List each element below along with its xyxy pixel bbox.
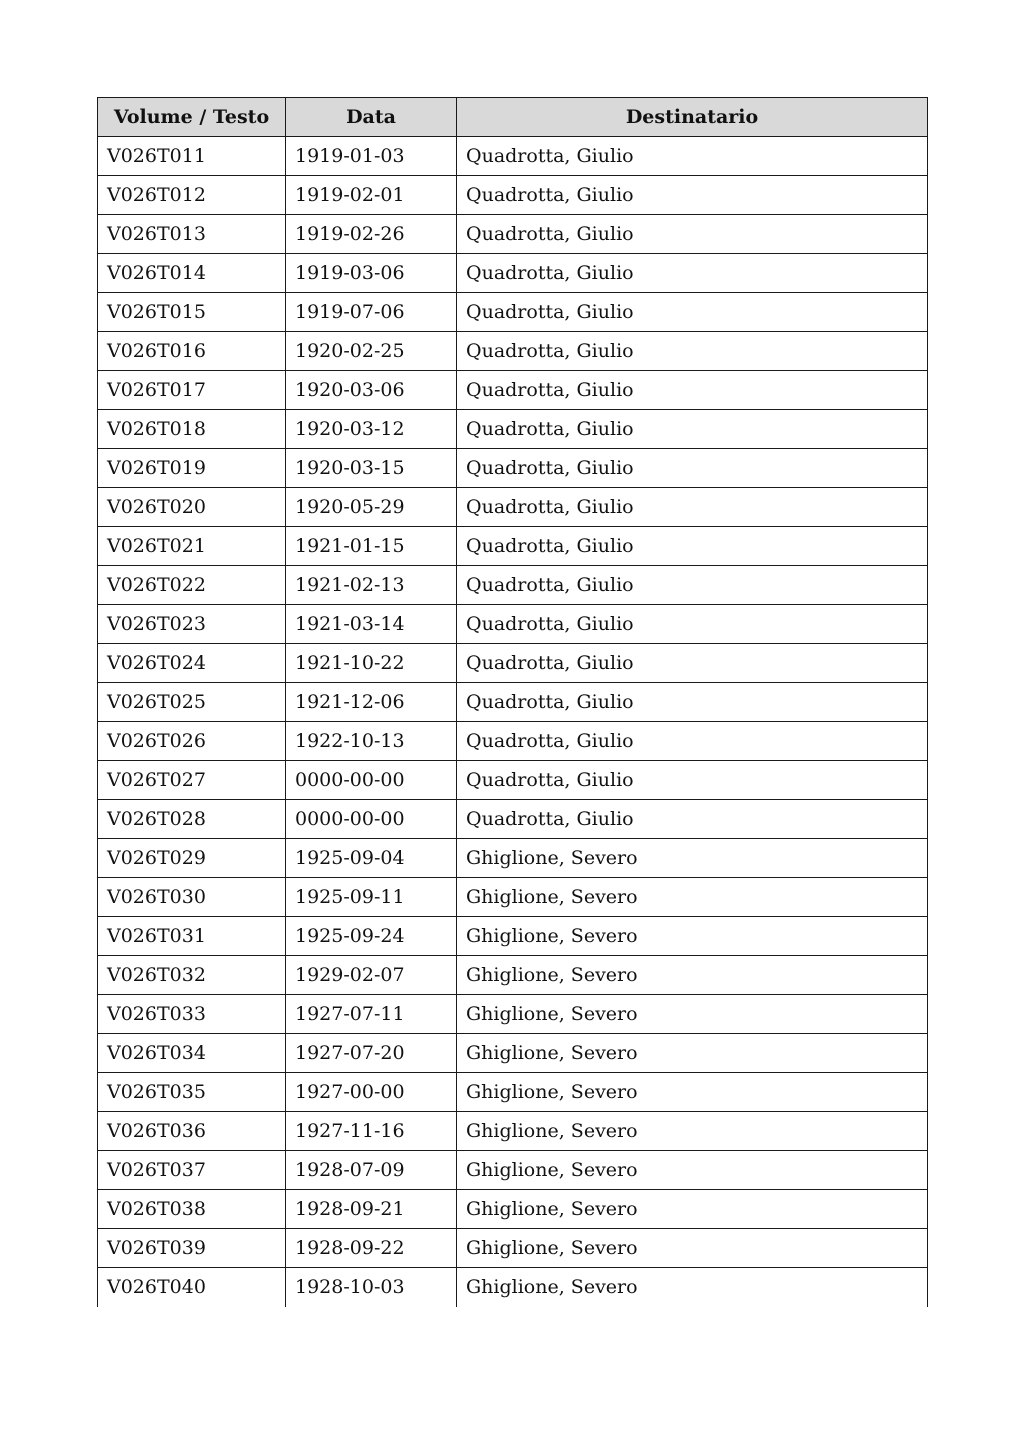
table-body [98,137,928,1307]
table-row [98,527,928,566]
table-row [98,566,928,605]
cell-volume: V026T030 [98,878,286,917]
cell-volume: V026T023 [98,605,286,644]
cell-date: 1928-09-22 [286,1229,457,1268]
cell-date: 1921-01-15 [286,527,457,566]
cell-recipient: Quadrotta, Giulio [457,332,928,371]
cell-volume: V026T035 [98,1073,286,1112]
cell-volume: V026T034 [98,1034,286,1073]
table-row [98,449,928,488]
cell-recipient: Ghiglione, Severo [457,1190,928,1229]
table-row [98,839,928,878]
cell-volume: V026T024 [98,644,286,683]
table-row [98,137,928,176]
cell-recipient: Quadrotta, Giulio [457,293,928,332]
table-row [98,644,928,683]
cell-volume: V026T026 [98,722,286,761]
cell-recipient: Quadrotta, Giulio [457,410,928,449]
cell-recipient: Ghiglione, Severo [457,1112,928,1151]
cell-volume: V026T021 [98,527,286,566]
table-row [98,605,928,644]
cell-volume: V026T019 [98,449,286,488]
table-row [98,176,928,215]
header-volume: Volume / Testo [98,98,286,137]
header-recipient: Destinatario [457,98,928,137]
cell-date: 1920-05-29 [286,488,457,527]
cell-recipient: Quadrotta, Giulio [457,761,928,800]
cell-date: 1919-02-01 [286,176,457,215]
table-row [98,1151,928,1190]
table-header [98,98,928,137]
cell-recipient: Quadrotta, Giulio [457,137,928,176]
table-row [98,371,928,410]
cell-volume: V026T029 [98,839,286,878]
cell-volume: V026T018 [98,410,286,449]
cell-volume: V026T015 [98,293,286,332]
table-row [98,722,928,761]
cell-recipient: Quadrotta, Giulio [457,254,928,293]
cell-volume: V026T032 [98,956,286,995]
cell-recipient: Quadrotta, Giulio [457,449,928,488]
cell-recipient: Ghiglione, Severo [457,995,928,1034]
table-row [98,332,928,371]
cell-date: 1922-10-13 [286,722,457,761]
cell-date: 0000-00-00 [286,761,457,800]
header-date: Data [286,98,457,137]
cell-volume: V026T037 [98,1151,286,1190]
table-row [98,878,928,917]
cell-volume: V026T020 [98,488,286,527]
cell-recipient: Quadrotta, Giulio [457,722,928,761]
cell-volume: V026T039 [98,1229,286,1268]
cell-date: 1921-03-14 [286,605,457,644]
cell-date: 1925-09-11 [286,878,457,917]
cell-recipient: Ghiglione, Severo [457,1151,928,1190]
cell-date: 1927-07-20 [286,1034,457,1073]
cell-date: 1921-12-06 [286,683,457,722]
cell-date: 1927-11-16 [286,1112,457,1151]
cell-volume: V026T017 [98,371,286,410]
cell-volume: V026T025 [98,683,286,722]
table-row [98,761,928,800]
table-row [98,995,928,1034]
cell-recipient: Quadrotta, Giulio [457,176,928,215]
table-row [98,215,928,254]
cell-recipient: Quadrotta, Giulio [457,488,928,527]
table-row [98,1268,928,1307]
cell-recipient: Quadrotta, Giulio [457,800,928,839]
table-row [98,1112,928,1151]
cell-recipient: Quadrotta, Giulio [457,605,928,644]
cell-volume: V026T040 [98,1268,286,1307]
table-row [98,1229,928,1268]
cell-recipient: Ghiglione, Severo [457,1034,928,1073]
cell-date: 0000-00-00 [286,800,457,839]
table-row [98,488,928,527]
cell-date: 1928-07-09 [286,1151,457,1190]
table-row [98,683,928,722]
cell-volume: V026T028 [98,800,286,839]
cell-date: 1928-09-21 [286,1190,457,1229]
cell-volume: V026T016 [98,332,286,371]
cell-date: 1929-02-07 [286,956,457,995]
cell-date: 1920-02-25 [286,332,457,371]
cell-recipient: Quadrotta, Giulio [457,683,928,722]
cell-recipient: Ghiglione, Severo [457,839,928,878]
cell-recipient: Ghiglione, Severo [457,1229,928,1268]
cell-date: 1919-07-06 [286,293,457,332]
cell-recipient: Ghiglione, Severo [457,956,928,995]
cell-recipient: Ghiglione, Severo [457,1073,928,1112]
cell-recipient: Quadrotta, Giulio [457,644,928,683]
cell-recipient: Quadrotta, Giulio [457,215,928,254]
cell-date: 1920-03-06 [286,371,457,410]
cell-date: 1919-02-26 [286,215,457,254]
cell-volume: V026T013 [98,215,286,254]
cell-date: 1927-07-11 [286,995,457,1034]
cell-date: 1919-01-03 [286,137,457,176]
cell-volume: V026T014 [98,254,286,293]
cell-recipient: Quadrotta, Giulio [457,566,928,605]
cell-volume: V026T012 [98,176,286,215]
table-row [98,1034,928,1073]
cell-date: 1925-09-04 [286,839,457,878]
table-row [98,800,928,839]
cell-date: 1925-09-24 [286,917,457,956]
table-row [98,1190,928,1229]
table-row [98,254,928,293]
cell-volume: V026T011 [98,137,286,176]
cell-volume: V026T033 [98,995,286,1034]
cell-recipient: Ghiglione, Severo [457,1268,928,1307]
cell-date: 1919-03-06 [286,254,457,293]
table-row [98,956,928,995]
table-row [98,293,928,332]
cell-recipient: Quadrotta, Giulio [457,527,928,566]
cell-recipient: Ghiglione, Severo [457,917,928,956]
header-row [98,98,928,137]
table-row [98,917,928,956]
cell-volume: V026T038 [98,1190,286,1229]
cell-volume: V026T031 [98,917,286,956]
cell-volume: V026T027 [98,761,286,800]
cell-recipient: Quadrotta, Giulio [457,371,928,410]
letters-table [97,97,928,1307]
cell-date: 1927-00-00 [286,1073,457,1112]
cell-date: 1921-10-22 [286,644,457,683]
cell-recipient: Ghiglione, Severo [457,878,928,917]
cell-volume: V026T036 [98,1112,286,1151]
table-row [98,410,928,449]
cell-date: 1920-03-15 [286,449,457,488]
cell-date: 1921-02-13 [286,566,457,605]
table-row [98,1073,928,1112]
cell-volume: V026T022 [98,566,286,605]
cell-date: 1928-10-03 [286,1268,457,1307]
cell-date: 1920-03-12 [286,410,457,449]
